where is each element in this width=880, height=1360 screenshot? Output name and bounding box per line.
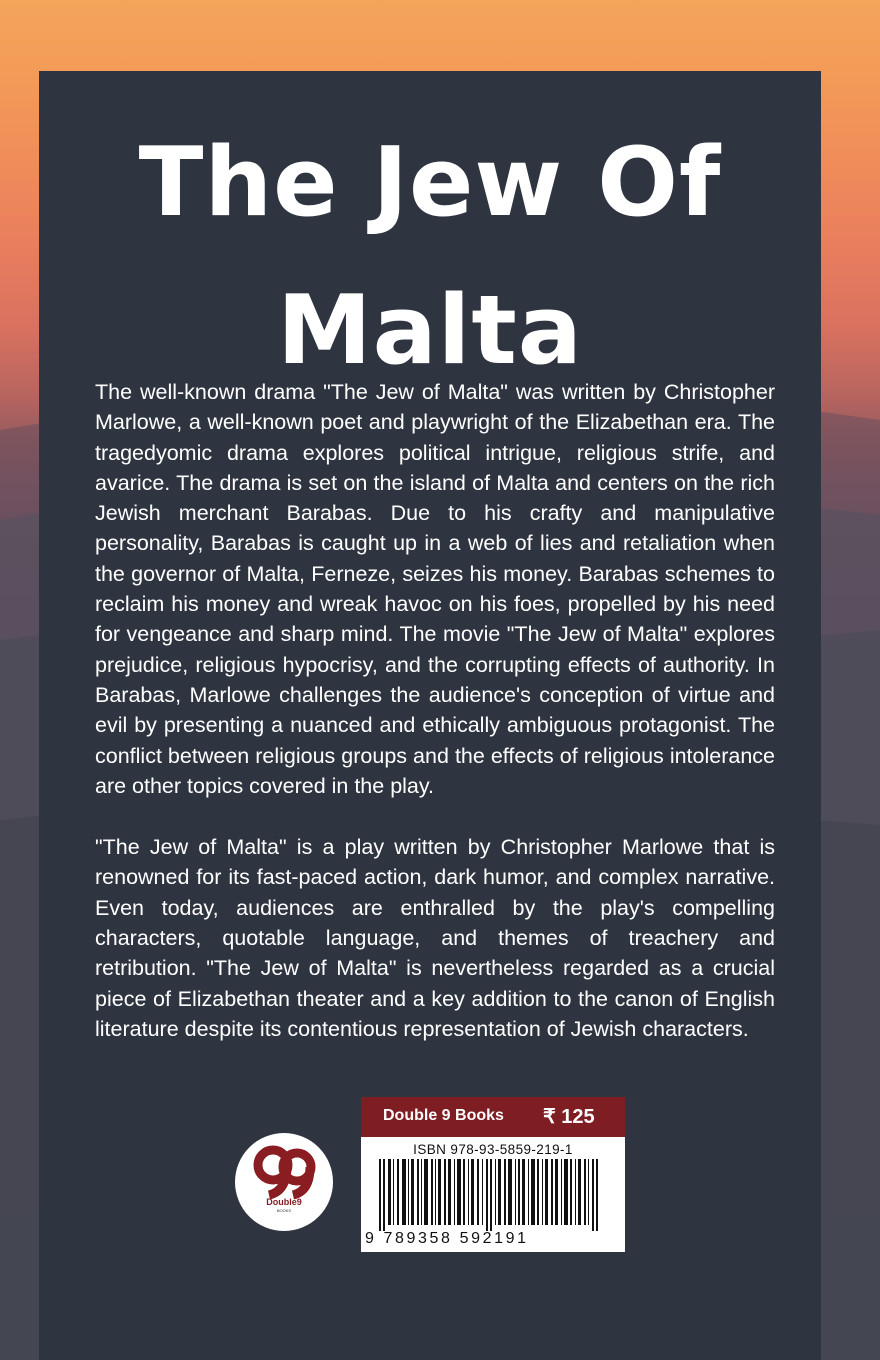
- price-bar: [361, 1097, 625, 1137]
- blurb-paragraph-2: "The Jew of Malta" is a play written by Christopher Marlowe that is renowned for its fast-paced action, dark humor, and complex narrative. Even today, audiences are enthralled by the play's compelling characters, quotable language, and themes of treachery and retribution. "The Jew of Malta" is nevertheless regarded as a crucial piece of Elizabethan theater and a key addition to the canon of English literature despite its contentious representation of Jewish characters.: [95, 835, 775, 1041]
- publisher-name: Double 9 Books: [383, 1107, 504, 1124]
- publisher-logo: [235, 1133, 333, 1231]
- barcode-box: [361, 1137, 625, 1252]
- blurb: [95, 377, 775, 1075]
- logo-sub: BOOKS: [276, 1208, 292, 1213]
- barcode-digits: 9 789358 592191: [365, 1230, 529, 1247]
- blurb-paragraph-1: The well-known drama "The Jew of Malta" was written by Christopher Marlowe, a well-known poet and playwright of the Elizabethan era. The tragedyomic drama explores political intrigue, religious strife, and avarice. The drama is set on the island of Malta and centers on the rich Jewish merchant Barabas. Due to his crafty and manipulative personality, Barabas is caught up in a web of lies and retaliation when the governor of Malta, Ferneze, seizes his money. Barabas schemes to reclaim his money and wreak havoc on his foes, propelled by his need for vengeance and sharp mind. The movie "The Jew of Malta" explores prejudice, religious hypocrisy, and the corrupting effects of authority. In Barabas, Marlowe challenges the audience's conception of virtue and evil by presenting a nuanced and ethically ambiguous protagonist. The conflict between religious groups and the effects of religious intolerance are other topics covered in the play.: [95, 380, 775, 798]
- isbn-label: ISBN 978-93-5859-219-1: [413, 1142, 573, 1157]
- book-title: The Jew Of Malta: [138, 128, 722, 386]
- back-cover-panel: [39, 71, 821, 1360]
- double9-logo-icon: [235, 1133, 333, 1231]
- price: ₹ 125: [543, 1106, 595, 1128]
- logo-name: Double9: [266, 1197, 302, 1207]
- barcode-icon: [379, 1159, 609, 1231]
